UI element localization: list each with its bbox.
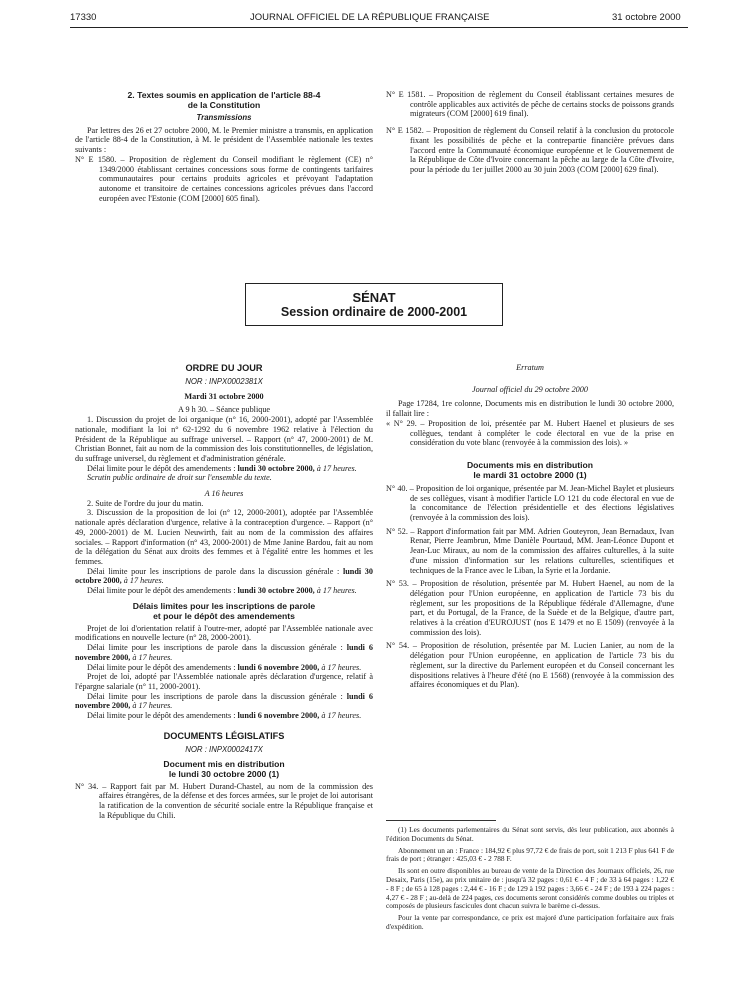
point-3-parole-c: à 17 heures. [121, 576, 164, 586]
document-34: N° 34. – Rapport fait par M. Hubert Durand-Chastel, au nom de la commission des affaires étrangères, de la défense et des forces armées, sur le projet de loi autorisant la ratification de la convention de sécurité sociale entre la République française et la République du Chili. [75, 781, 373, 820]
point-1-delai-b: lundi 30 octobre 2000, [237, 463, 315, 473]
delai-epargne-parole-b: lundi 6 novembre 2000, [75, 691, 374, 711]
erratum-intro: Page 17284, 1re colonne, Documents mis en distribution le lundi 30 octobre 2000, il fallait lire : [386, 399, 674, 419]
issue-date: 31 octobre 2000 [612, 12, 681, 23]
point-1-delai-a: Délai limite pour le dépôt des amendements : [87, 463, 238, 473]
delai-epargne-amend-c: à 17 heures. [319, 711, 362, 721]
delais-title-line-1: Délais limites pour les inscriptions de parole [132, 600, 316, 611]
delai-outremer-amend [75, 663, 373, 673]
delai-epargne-parole [75, 692, 373, 711]
point-1-delai [75, 464, 373, 474]
point-3-parole [75, 567, 373, 586]
delai-projet-outremer: Projet de loi d'orientation relatif à l'outre-mer, adopté par l'Assemblée nationale avec modifications en nouvelle lecture (n° 28, 2000-2001). [75, 623, 373, 643]
footnote-1: (1) Les documents parlementaires du Sénat sont servis, dès leur publication, aux abonnés à l'édition Documents du Sénat. [386, 825, 674, 843]
delai-epargne-amend-b: lundi 6 novembre 2000, [237, 711, 320, 721]
delai-epargne-parole-c: à 17 heures. [130, 701, 173, 711]
point-3: 3. Discussion de la proposition de loi (n° 12, 2000-2001), adoptée par l'Assemblée nationale après déclaration d'urgence, relative à la contraception d'urgence. – Rapport (n° 49, 2000-2001) de M. Lucien Neuwirth, fait au nom de la commission des affaires sociales. – Rapport d'information (n° 43, 2000-2001) de Mme Janine Bardou, fait au nom de la délégation du Sénat aux droits des femmes et à l'égalité entre les hommes et les femmes. [75, 508, 373, 566]
section-title-line-2: de la Constitution [187, 100, 261, 110]
delai-outremer-parole [75, 643, 373, 662]
footnote-vente: Ils sont en outre disponibles au bureau de vente de la Direction des Journaux officiels, 26, rue Desaix, Paris (15e), au prix unitaire de : jusqu'à 32 pages : 0,61 € - 4 F ; de 33 à 64 pages : 1,22 € - 8 F ; de 65 à 128 pages : 2,44 € - 16 F ; de 129 à 192 pages : 3,66 € - 24 F ; de 193 à 224 pages : 4,27 € - 28 F ; au-delà de 224 pages, ces documents seront considérés comme doubles ou triples et composés de plusieurs fascicules dont chacun suivra le barème ci-dessus. [386, 866, 674, 911]
seance-time-afternoon: A 16 heures [204, 489, 244, 499]
point-1: 1. Discussion du projet de loi organique (n° 16, 2000-2001), adopté par l'Assemblée nationale, modifiant la loi n° 62-1292 du 6 novembre 1962 relative à l'élection du Président de la République au suffrage universel. – Rapport (n° 47, 2000-2001) de M. Christian Bonnet, fait au nom de la commission des lois constitutionnelles, de législation, du suffrage universel, du règlement et d'administration générale. [75, 415, 373, 463]
delai-outremer-parole-c: à 17 heures. [130, 652, 173, 662]
delai-outremer-amend-c: à 17 heures. [319, 662, 362, 672]
top-right-column [386, 90, 674, 175]
erratum-title: Erratum [516, 363, 544, 372]
delai-outremer-parole-a: Délai limite pour les inscriptions de parole dans la discussion générale : [87, 643, 347, 653]
point-1-delai-c: à 17 heures. [314, 463, 357, 473]
delai-outremer-parole-b: lundi 6 novembre 2000, [75, 643, 374, 662]
distribution-mardi-title-line-1: Documents mis en distribution [466, 459, 594, 470]
seance-time-morning: A 9 h 30. – Séance publique [177, 405, 271, 415]
left-column [75, 363, 373, 820]
document-52: N° 52. – Rapport d'information fait par MM. Adrien Gouteyron, Jean Bernadaux, Ivan Renar, Pierre Jeambrun, Mme Danièle Pourtaud, MM. Jean-Léonce Dupont et Jean-Luc Miraux, au nom de la commission des affaires culturelles, à la suite d'une mission d'information sur les relations culturelles, scientifiques et techniques de la France avec le Liban, la Syrie et la Jordanie. [386, 526, 674, 575]
senat-box [245, 283, 503, 326]
point-3-amend [75, 586, 373, 596]
distribution-title-line-2: le lundi 30 octobre 2000 (1) [168, 768, 280, 779]
nor-documents: NOR : INPX0002417X [185, 744, 263, 754]
delai-projet-epargne: Projet de loi, adopté par l'Assemblée nationale après déclaration d'urgence, relatif à l'épargne salariale (n° 11, 2000-2001). [75, 672, 373, 691]
jo-reference: Journal officiel du 29 octobre 2000 [472, 384, 588, 394]
item-e1580: N° E 1580. – Proposition de règlement du Conseil modifiant le règlement (CE) n° 1349/2000 établissant certaines concessions sous forme de contingents tarifaires communautaires pour certains produits agricoles et prévoyant l'adaptation autonome et transitoire de certaines concessions agricoles prévues dans l'accord européen avec l'Estonie (COM [2000] 605 final). [75, 154, 373, 203]
senat-title: SÉNAT [352, 290, 396, 305]
delai-outremer-amend-b: lundi 6 novembre 2000, [237, 662, 320, 672]
erratum-correction: « N° 29. – Proposition de loi, présentée par M. Hubert Haenel et plusieurs de ses collègues, tendant à compléter le code électoral en vue de la prise en considération du vote blanc (renvoyée à la commission des lois). » [386, 418, 674, 448]
point-3-amend-c: à 17 heures. [314, 586, 357, 596]
ordre-du-jour-title: ORDRE DU JOUR [185, 363, 263, 373]
scrutin-note: Scrutin public ordinaire de droit sur l'ensemble du texte. [87, 473, 272, 483]
footnote-rule [386, 820, 496, 821]
point-2: 2. Suite de l'ordre du jour du matin. [87, 498, 204, 508]
footnotes [386, 826, 674, 935]
delai-epargne-amend [75, 711, 373, 721]
document-53: N° 53. – Proposition de résolution, présentée par M. Hubert Haenel, au nom de la délégation pour l'Union européenne, en application de l'article 73 bis du règlement, sur les propositions de la République fédérale d'Allemagne, d'une part, et du Portugal, de la France, de la Suède et de la Belgique, d'autre part, relatives à la création d'EUROJUST (nos E 1479 et no E 1509) (renvoyée à la commission des lois). [386, 579, 674, 637]
point-3-parole-a: Délai limite pour les inscriptions de parole dans la discussion générale : [87, 566, 343, 576]
top-left-column [75, 90, 373, 203]
distribution-title-line-1: Document mis en distribution [163, 758, 285, 769]
header-rule [70, 27, 688, 28]
seance-day: Mardi 31 octobre 2000 [184, 391, 264, 401]
item-e1582: N° E 1582. – Proposition de règlement du Conseil relatif à la conclusion du protocole fixant les possibilités de pêche et la contrepartie financière prévues dans l'accord entre la Communauté économique européenne et le Gouvernement de la République de Côte d'Ivoire concernant la pêche au large de la Côte d'Ivoire, pour la période du 1er juillet 2000 au 30 juin 2003 (COM [2000] 629 final). [386, 126, 674, 174]
distribution-mardi-title-line-2: le mardi 31 octobre 2000 (1) [473, 469, 587, 480]
footnote-correspondance: Pour la vente par correspondance, ce prix est majoré d'une participation forfaitaire aux frais d'expédition. [386, 913, 674, 931]
delai-epargne-parole-a: Délai limite pour les inscriptions de parole dans la discussion générale : [87, 691, 347, 701]
documents-legislatifs-title: DOCUMENTS LÉGISLATIFS [163, 730, 285, 741]
item-e1581: N° E 1581. – Proposition de règlement du Conseil établissant certaines mesures de contrôle applicables aux activités de pêche de certains stocks de poissons grands migrateurs (COM [2000] 619 final). [386, 90, 674, 119]
page-number: 17330 [70, 12, 97, 23]
footnote-abonnement: Abonnement un an : France : 184,92 € plus 97,72 € de frais de port, soit 1 213 F plus 641 F de frais de port ; étranger : 425,03 € - 2 788 F. [386, 845, 674, 864]
subtitle-transmissions: Transmissions [196, 113, 252, 122]
document-40: N° 40. – Proposition de loi organique, présentée par M. Jean-Michel Baylet et plusieurs de ses collègues, visant à modifier l'article LO 121 du code électoral en vue de la concomitance de l'élection présidentielle et des élections législatives (renvoyée à la commission des lois). [386, 483, 674, 523]
point-3-amend-b: lundi 30 octobre 2000, [237, 586, 315, 596]
delai-outremer-amend-a: Délai limite pour le dépôt des amendements : [87, 662, 238, 672]
delai-epargne-amend-a: Délai limite pour le dépôt des amendements : [87, 711, 238, 721]
section-title-line-1: 2. Textes soumis en application de l'article 88-4 [127, 90, 321, 100]
journal-title: JOURNAL OFFICIEL DE LA RÉPUBLIQUE FRANÇAISE [250, 12, 490, 23]
document-54: N° 54. – Proposition de résolution, présentée par M. Lucien Lanier, au nom de la délégation pour l'Union européenne, en application de l'article 73 bis du règlement, sur la directive du Parlement européen et du Conseil concernant les dispositions relatives à l'heure d'été (no E 1568) (renvoyée à la commission des affaires économiques et du Plan). [386, 641, 674, 690]
right-column [386, 363, 674, 690]
point-3-amend-a: Délai limite pour le dépôt des amendements : [87, 586, 238, 596]
session-title: Session ordinaire de 2000-2001 [280, 305, 468, 319]
nor-ordre: NOR : INPX0002381X [185, 377, 263, 386]
delais-title-line-2: et pour le dépôt des amendements [153, 610, 295, 621]
intro-paragraph: Par lettres des 26 et 27 octobre 2000, M. le Premier ministre a transmis, en application de l'article 88-4 de la Constitution, à M. le président de l'Assemblée nationale les textes suivants : [75, 125, 373, 155]
point-3-parole-b: lundi 30 octobre 2000, [75, 566, 373, 586]
